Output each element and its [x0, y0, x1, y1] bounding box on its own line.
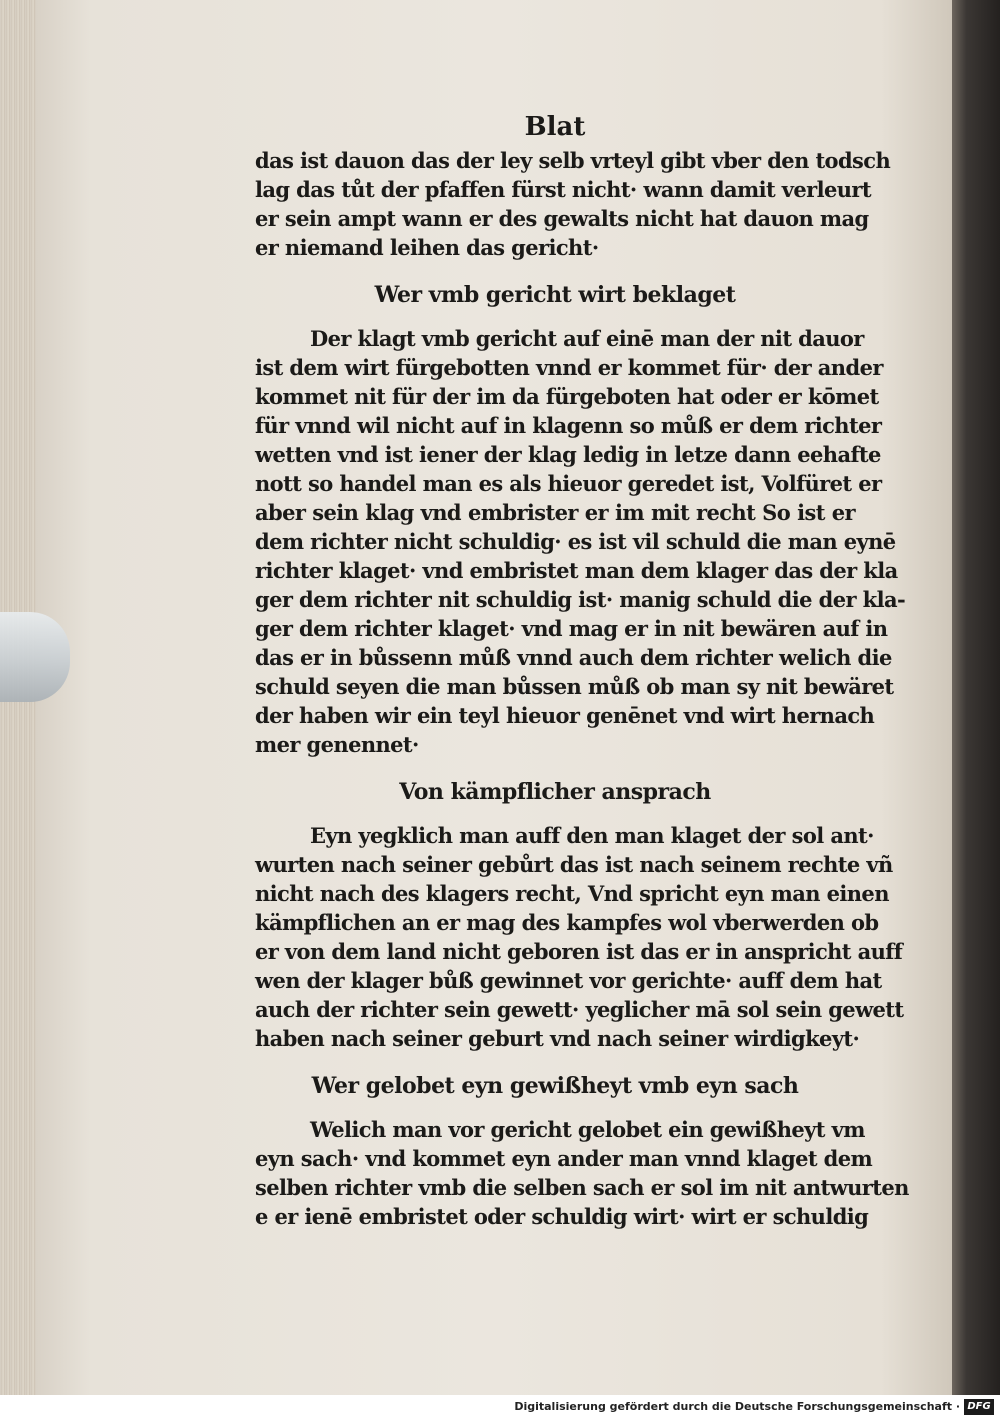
dfg-logo: DFG: [964, 1399, 994, 1415]
section-heading: Wer vmb gericht wirt beklaget: [374, 282, 736, 308]
text-line: kommet nit für der im da fürgeboten hat oder er kōmet: [255, 384, 879, 409]
text-line: Welich man vor gericht gelobet ein gewißheyt vm: [310, 1117, 865, 1142]
text-line: er sein ampt wann er des gewalts nicht hat dauon mag: [255, 206, 869, 231]
text-line: wen der klager bůß gewinnet vor gerichte· auff dem hat: [255, 968, 882, 993]
book-binding: [952, 0, 1000, 1395]
text-line: Der klagt vmb gericht auf einē man der nit dauor: [310, 326, 864, 351]
page-clip: [0, 612, 70, 702]
footer-bar: [0, 1395, 1000, 1420]
paragraph: [255, 821, 904, 1053]
text-line: er niemand leihen das gericht·: [255, 235, 599, 260]
text-line: nott so handel man es als hieuor geredet ist, Volfüret er: [255, 471, 882, 496]
paragraph: [255, 1115, 909, 1231]
text-line: wurten nach seiner gebůrt das ist nach seinem rechte vñ: [255, 852, 893, 877]
text-block: [255, 110, 909, 1231]
section-heading: Von kämpflicher ansprach: [399, 779, 711, 805]
text-line: haben nach seiner geburt vnd nach seiner wirdigkeyt·: [255, 1026, 860, 1051]
text-line: er von dem land nicht geboren ist das er in anspricht auff: [255, 939, 903, 964]
text-line: wetten vnd ist iener der klag ledig in letze dann eehafte: [255, 442, 881, 467]
text-line: nicht nach des klagers recht, Vnd spricht eyn man einen: [255, 881, 889, 906]
text-line: selben richter vmb die selben sach er sol im nit antwurten: [255, 1175, 909, 1200]
section-heading: Wer gelobet eyn gewißheyt vmb eyn sach: [311, 1073, 799, 1099]
text-line: richter klaget· vnd embristet man dem klager das der kla: [255, 558, 898, 583]
text-line: kämpflichen an er mag des kampfes wol vberwerden ob: [255, 910, 879, 935]
running-head: Blat: [524, 112, 586, 142]
text-line: mer genennet·: [255, 732, 419, 757]
text-line: ist dem wirt fürgebotten vnnd er kommet für· der ander: [255, 355, 883, 380]
text-line: auch der richter sein gewett· yeglicher mā sol sein gewett: [255, 997, 904, 1022]
sections-container: [255, 146, 909, 1231]
text-line: aber sein klag vnd embrister er im mit recht So ist er: [255, 500, 855, 525]
text-line: schuld seyen die man bůssen můß ob man sy nit bewäret: [255, 674, 894, 699]
paragraph: [255, 146, 891, 262]
text-line: für vnnd wil nicht auf in klagenn so můß er dem richter: [255, 413, 882, 438]
text-line: das er in bůssenn můß vnnd auch dem richter welich die: [255, 645, 892, 670]
text-line: eyn sach· vnd kommet eyn ander man vnnd klaget dem: [255, 1146, 873, 1171]
text-line: ger dem richter klaget· vnd mag er in nit bewären auf in: [255, 616, 888, 641]
text-line: Eyn yegklich man auff den man klaget der sol ant·: [310, 823, 874, 848]
text-line: ger dem richter nit schuldig ist· manig schuld die der kla-: [255, 587, 906, 612]
text-line: das ist dauon das der ley selb vrteyl gibt vber den todsch: [255, 148, 891, 173]
paragraph: [255, 324, 906, 759]
text-line: dem richter nicht schuldig· es ist vil schuld die man eynē: [255, 529, 896, 554]
text-line: e er ienē embristet oder schuldig wirt· wirt er schuldig: [255, 1204, 869, 1229]
text-line: der haben wir ein teyl hieuor genēnet vnd wirt hernach: [255, 703, 875, 728]
footer-credit: Digitalisierung gefördert durch die Deutsche Forschungsgemeinschaft ·: [514, 1400, 960, 1413]
text-line: lag das tůt der pfaffen fürst nicht· wann damit verleurt: [255, 177, 871, 202]
